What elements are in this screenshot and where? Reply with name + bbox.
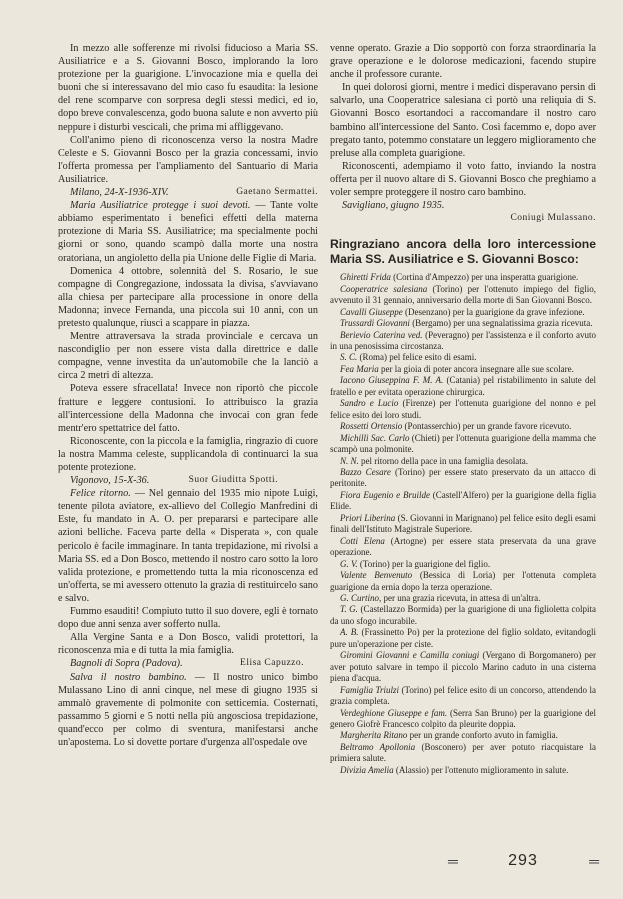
entry-text: per un grande conforto avuto in famiglia. (407, 730, 558, 741)
thanks-entry (330, 559, 596, 570)
signature-line (58, 657, 318, 670)
thanks-entry (330, 604, 596, 627)
thanks-entry (330, 570, 596, 593)
signature: Suor Giuditta Spotti. (188, 475, 278, 486)
thanks-entry (330, 536, 596, 559)
thanks-entry (330, 593, 596, 604)
signature-line (58, 186, 318, 199)
entry-text: (Torino) pel felice esito di un concorso, attendendo la grazia completa. (330, 684, 597, 707)
entry-text: (Vergano di Borgomanero) per aver potuto salvare in tempo il piccolo Marino caduto in una cisterna piena d'acqua. (330, 650, 596, 684)
paragraph: Poteva essere sfracellata! Invece non riportò che piccole fratture e leggere contusioni. Io attribuisco la grazia all'intercessione della Madonna che invocai con gran fede mentr'ero spettatrice del fatto. (58, 383, 318, 434)
entry-text: pel ritorno della pace in una famiglia desolata. (358, 455, 528, 466)
entry-name: Giromini Giovanni e Camilla coniugi (340, 650, 480, 661)
entry-text: (Bergamo) per una segnalatissima grazia ricevuta. (409, 318, 593, 329)
signature: Coniugi Mulassano. (510, 213, 596, 224)
thanks-entry (330, 330, 596, 353)
entry-text: (Frassinetto Po) per la protezione del figlio soldato, evitandogli pure un'operazione per ciste. (330, 627, 596, 649)
entry-name: Priori Liberina (340, 512, 396, 523)
thanks-entry (330, 730, 596, 741)
paragraph: Riconoscenti, adempiamo il voto fatto, inviando la nostra offerta per il nuovo altare di S. Giovanni Bosco che preghiamo a voler sempre proteggere il nostro caro bambino. (330, 160, 596, 199)
entry-text: (Castellazzo Bormida) per la guarigione di una figlioletta colpita da uno sfogo incurabile. (330, 604, 597, 626)
entry-text: per la gioia di poter ancora insegnare alle sue scolare. (378, 363, 574, 374)
entry-name: Beltramo Apollonia (340, 741, 416, 752)
thanks-entry (330, 364, 596, 375)
entry-text: (Bessica di Loria) per l'ottenuta completa guarigione da ernia dopo la terza operazione. (330, 570, 596, 592)
thanks-entry (330, 650, 596, 684)
thanks-entry (330, 765, 596, 776)
entry-text: (Desenzano) per la guarigione da grave infezione. (402, 306, 585, 317)
paragraph: Felice ritorno. — Nel gennaio del 1935 mio nipote Luigi, tenente pilota aviatore, ex-allievo del Collegio Manfredini di Este, fu mandato in A. O. per prepararsi e partecipare alle azioni belliche. Faceva parte della « Disperata », con quale pericolo è facile immaginare. In tanta trepidazione, mi rivolsi a Maria SS. ed a Don Bosco, mettendo il nostro caro sotto la loro valida protezione, e promettendo tutta la mia riconoscenza ed un'offerta, se mi avessero ottenuto la grazia di restituircelo sano e salvo. (58, 488, 318, 604)
place-date: Vigonovo, 15-X-36. (70, 475, 150, 487)
signature-line (330, 199, 596, 225)
thanks-entry (330, 433, 596, 456)
thanks-entry (330, 513, 596, 536)
entry-name: Famiglia Triulzi (340, 684, 400, 695)
thanks-entry (330, 456, 596, 467)
article-title: Salva il nostro bambino. (70, 671, 187, 683)
entry-text: (Cortina d'Ampezzo) per una insperatta guarigione. (390, 272, 579, 283)
entry-name: Fea Maria (340, 363, 379, 374)
thanks-entry (330, 375, 596, 398)
section-heading: Ringraziano ancora della loro intercessione Maria SS. Ausiliatrice e S. Giovanni Bosco: (330, 237, 596, 266)
entry-text: (Serra San Bruno) per la guarigione del genero Giofrè Francesco colpito da pleurite doppia. (330, 707, 597, 729)
thanks-entry (330, 318, 596, 329)
thanks-entry (330, 284, 596, 307)
entry-name: Valente Benvenuto (340, 570, 413, 581)
paragraph: Fummo esauditi! Compiuto tutto il suo dovere, egli è tornato dopo due anni senza aver sofferto nulla. (58, 606, 318, 631)
entry-name: Cotti Elena (340, 535, 385, 546)
entry-name: Ghiretti Frida (340, 272, 391, 283)
thanks-entry (330, 742, 596, 765)
signature-line (58, 474, 318, 487)
entry-name: N. N. (340, 455, 359, 466)
paragraph: Coll'animo pieno di riconoscenza verso la nostra Madre Celeste e S. Giovanni Bosco per la grazia concessami, invio l'offerta promessa per l'ampliamento del Santuario di Maria Ausiliatrice. (58, 134, 318, 185)
entry-text: (Torino) per l'ottenuto impiego del figlio, avvenuto il 31 gennaio, anniversario della morte di San Giovanni Bosco. (330, 283, 596, 306)
entry-name: Verdeghione Giuseppe e fam. (340, 707, 448, 718)
entry-text: (Torino) per la guarigione del figlio. (357, 558, 491, 569)
entry-name: G. V. (340, 558, 358, 569)
place-date: Bagnoli di Sopra (Padova). (70, 658, 183, 670)
entry-name: Berievio Caterina ved. (340, 329, 423, 340)
paragraph: In quei dolorosi giorni, mentre i medici disperavano persin di salvarlo, una Cooperatrice salesiana ci portò una reliquia di S. Giovanni Bosco esortandoci a raccomandare il nostro caro bambino all'intercessione del Santo. Così facemmo e, dopo aver pregato tanto, potemmo constatare un leggero miglioramento che preluse alla completa guarigione. (330, 82, 596, 159)
paragraph: Mentre attraversava la strada provinciale e cercava un nascondiglio per non essere vista dalla direttrice e dalle compagne, venne investita da un'automobile che la lanciò a circa 2 metri di altezza. (58, 331, 318, 382)
paragraph: Maria Ausiliatrice protegge i suoi devoti. — Tante volte abbiamo esperimentato i benefici effetti della materna protezione di Maria SS. Ausiliatrice; ma specialmente pochi giorni or sono, quando scampò dalla morte una nostra oratoriana, un angioletto della pia Unione delle Figlie di Maria. (58, 200, 319, 264)
thanks-entry (330, 685, 596, 708)
entry-name: Rossetti Ortensio (340, 421, 403, 432)
entry-name: Divizia Amelia (340, 764, 394, 775)
page-footer (448, 852, 598, 870)
thanks-entry (330, 352, 596, 363)
entry-text: (Castell'Alfero) per la guarigione della figlia Elide. (330, 489, 596, 512)
place-date: Milano, 24-X-1936-XIV. (70, 187, 169, 199)
left-column (58, 42, 318, 749)
paragraph: Riconoscente, con la piccola e la famiglia, ringrazio di cuore la nostra Mamma celeste, supplicandola di continuarci la sua potente protezione. (58, 435, 318, 473)
entry-text: per una grazia ricevuta, in attesa di un'altra. (381, 593, 541, 603)
entry-name: S. C. (340, 352, 358, 363)
thanks-entry (330, 272, 596, 283)
thanks-list (330, 272, 596, 776)
entry-name: G. Curtino, (340, 593, 382, 603)
article-title: Felice ritorno. (70, 488, 131, 500)
thanks-entry (330, 421, 596, 432)
entry-name: Fiora Eugenio e Bruilde (340, 489, 430, 500)
thanks-entry (330, 307, 596, 318)
footer-ornament-left: ═ (448, 853, 457, 869)
entry-name: Iacono Giuseppina F. M. A. (340, 375, 444, 386)
paragraph: In mezzo alle sofferenze mi rivolsi fiducioso a Maria SS. Ausiliatrice e a S. Giovanni Bosco, implorando la loro protezione per la guarigione. L'invocazione mia e quella dei buoni che si interessavano del mio caso fu esaudita: la lesione del rene scomparve con sorpresa degli stessi medici, ed io, dopo breve convalescenza, godo buona salute e non avverto più neppure i disturbi vescicali, che prima mi affliggevano. (58, 43, 318, 133)
page-number: 293 (508, 852, 538, 869)
entry-name: Trussardi Giovanni (340, 318, 410, 329)
entry-text: (Artogne) per essere stata preservata da una grave operazione. (330, 535, 596, 558)
signature: Elisa Capuzzo. (240, 658, 304, 669)
entry-text: (Pontasserchio) per un grande favore ricevuto. (402, 421, 572, 432)
entry-name: Cooperatrice salesiana (340, 283, 428, 294)
paragraph: Domenica 4 ottobre, solennità del S. Rosario, le sue compagne di Congregazione, indossata la divisa, s'avviavano alla chiesa per partecipare alla processione in onore della Madonna; invece Fernanda, una piccola sui 10 anni, con un pretesto qualunque, riuscì a scappare in piazza. (58, 265, 318, 329)
article-title: Maria Ausiliatrice protegge i suoi devoti. (70, 200, 251, 212)
footer-ornament-right: ═ (589, 853, 598, 869)
entry-text: (Bosconero) per aver potuto riacquistare la primiera salute. (330, 741, 596, 764)
entry-text: (Chieti) per l'ottenuta guarigione della mamma che scampò una polmonite. (330, 432, 596, 455)
place-date: Savigliano, giugno 1935. (342, 200, 445, 212)
entry-name: Bazzo Cesare (340, 467, 391, 478)
entry-name: A. B. (340, 627, 359, 638)
thanks-entry (330, 627, 596, 650)
right-column (330, 42, 596, 776)
paragraph: venne operato. Grazie a Dio sopportò con forza straordinaria la grave operazione e le dolorose medicazioni, facendo stupire anche il professore curante. (330, 43, 596, 81)
thanks-entry (330, 467, 596, 490)
entry-text: (Roma) pel felice esito di esami. (357, 352, 477, 363)
entry-name: Margherita Ritano (340, 730, 408, 741)
thanks-entry (330, 708, 596, 731)
signature: Gaetano Sermattei. (236, 187, 318, 198)
entry-text: (Peveragno) per l'assistenza e il conforto avuto in una penosissima circostanza. (330, 329, 596, 352)
entry-name: Cavalli Giuseppe (340, 306, 403, 317)
entry-text: (Alassio) per l'ottenuto miglioramento in salute. (393, 764, 569, 775)
entry-text: (Firenze) per l'ottenuta guarigione del nonno e pel felice esito dei loro studi. (330, 398, 596, 420)
paragraph: Alla Vergine Santa e a Don Bosco, validi protettori, la riconoscenza mia e di tutta la mia famiglia. (58, 632, 318, 657)
entry-text: (Catania) pel ristabilimento in salute del fratello e per evitata operazione chirurgica. (330, 375, 596, 397)
thanks-entry (330, 398, 596, 421)
entry-name: Sandro e Lucio (340, 398, 399, 409)
thanks-entry (330, 490, 596, 513)
entry-text: (S. Giovanni in Marignano) pel felice esito degli esami finali dell'Istituto Magistrale Superiore. (330, 512, 596, 535)
entry-name: T. G. (340, 604, 358, 615)
entry-text: (Torino) per essere stato preservato da un attacco di peritonite. (330, 467, 596, 489)
paragraph: Salva il nostro bambino. — Il nostro unico bimbo Mulassano Lino di anni cinque, nel mese di giugno 1935 si ammalò gravemente di polmonite con setticemia. Costernati, passammo 5 giorni e 5 notti nella più angosciosa trepidazione, quand'ecco per colmo di sventura, manifestarsi anche un'apostema. Lo si dovette portare d'urgenza all'ospedale ove (58, 671, 318, 748)
entry-name: Michilli Sac. Carlo (340, 432, 410, 443)
